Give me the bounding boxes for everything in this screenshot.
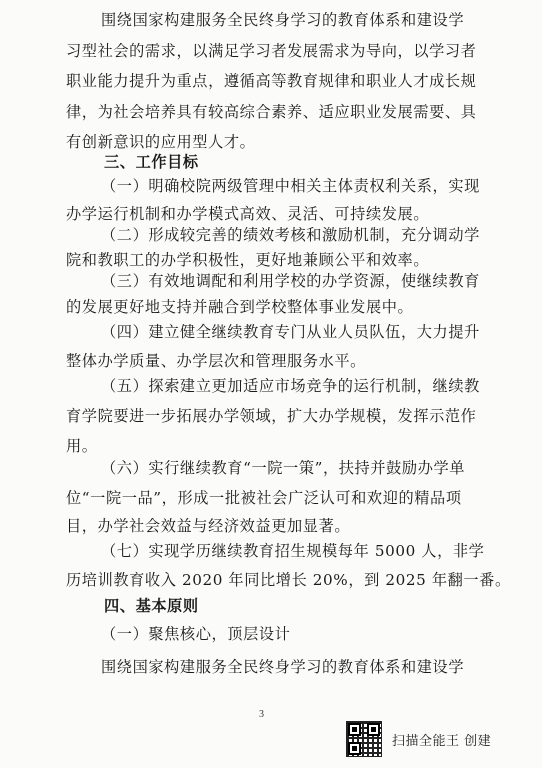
scanner-watermark <box>346 721 536 761</box>
scanner-label: 扫描全能王 创建 <box>392 734 492 749</box>
text-line: 围绕国家构建服务全民终身学习的教育体系和建设学 <box>101 658 465 676</box>
text-line: （七）实现学历继续教育招生规模每年 5000 人，非学 <box>101 542 485 560</box>
text-line: 围绕国家构建服务全民终身学习的教育体系和建设学 <box>101 11 465 29</box>
text-line: 职业能力提升为重点，遵循高等教育规律和职业人才成长规 <box>66 72 477 90</box>
text-line: 目，办学社会效益与经济效益更加显著。 <box>66 517 351 535</box>
text-line: （一）明确校院两级管理中相关主体责权利关系，实现 <box>101 177 480 195</box>
text-line: 律，为社会培养具有较高综合素养、适应职业发展需要、具 <box>66 103 477 121</box>
section-heading: 三、工作目标 <box>104 153 199 171</box>
text-line: （二）形成较完善的绩效考核和激励机制，充分调动学 <box>101 226 480 244</box>
text-line: 位“一院一品”，形成一批被社会广泛认可和欢迎的精品项 <box>66 489 462 507</box>
text-line: （六）实行继续教育“一院一策”，扶持并鼓励办学单 <box>101 459 466 477</box>
text-line: 的发展更好地支持并融合到学校整体事业发展中。 <box>66 298 414 316</box>
text-line: （四）建立健全继续教育专门从业人员队伍，大力提升 <box>101 323 480 341</box>
text-line: 整体办学质量、办学层次和管理服务水平。 <box>66 352 366 370</box>
text-line: 办学运行机制和办学模式高效、灵活、可持续发展。 <box>66 205 430 223</box>
text-line: （三）有效地调配和利用学校的办学资源，使继续教育 <box>101 272 480 290</box>
text-line: 习型社会的需求，以满足学习者发展需求为导向，以学习者 <box>66 42 477 60</box>
text-line: （五）探索建立更加适应市场竞争的运行机制，继续教 <box>101 377 480 395</box>
text-line: 有创新意识的应用型人才。 <box>66 133 256 151</box>
text-line: 育学院要进一步拓展办学领域，扩大办学规模，发挥示范作 <box>66 407 477 425</box>
subsection-heading: （一）聚焦核心，顶层设计 <box>101 625 291 643</box>
text-line: 院和教职工的办学积极性，更好地兼顾公平和效率。 <box>66 251 430 269</box>
qr-code-icon <box>346 721 382 757</box>
text-line: 历培训教育收入 2020 年同比增长 20%，到 2025 年翻一番。 <box>66 571 511 589</box>
page-number: 3 <box>259 709 264 720</box>
section-heading: 四、基本原则 <box>104 597 199 615</box>
text-line: 用。 <box>66 437 98 455</box>
